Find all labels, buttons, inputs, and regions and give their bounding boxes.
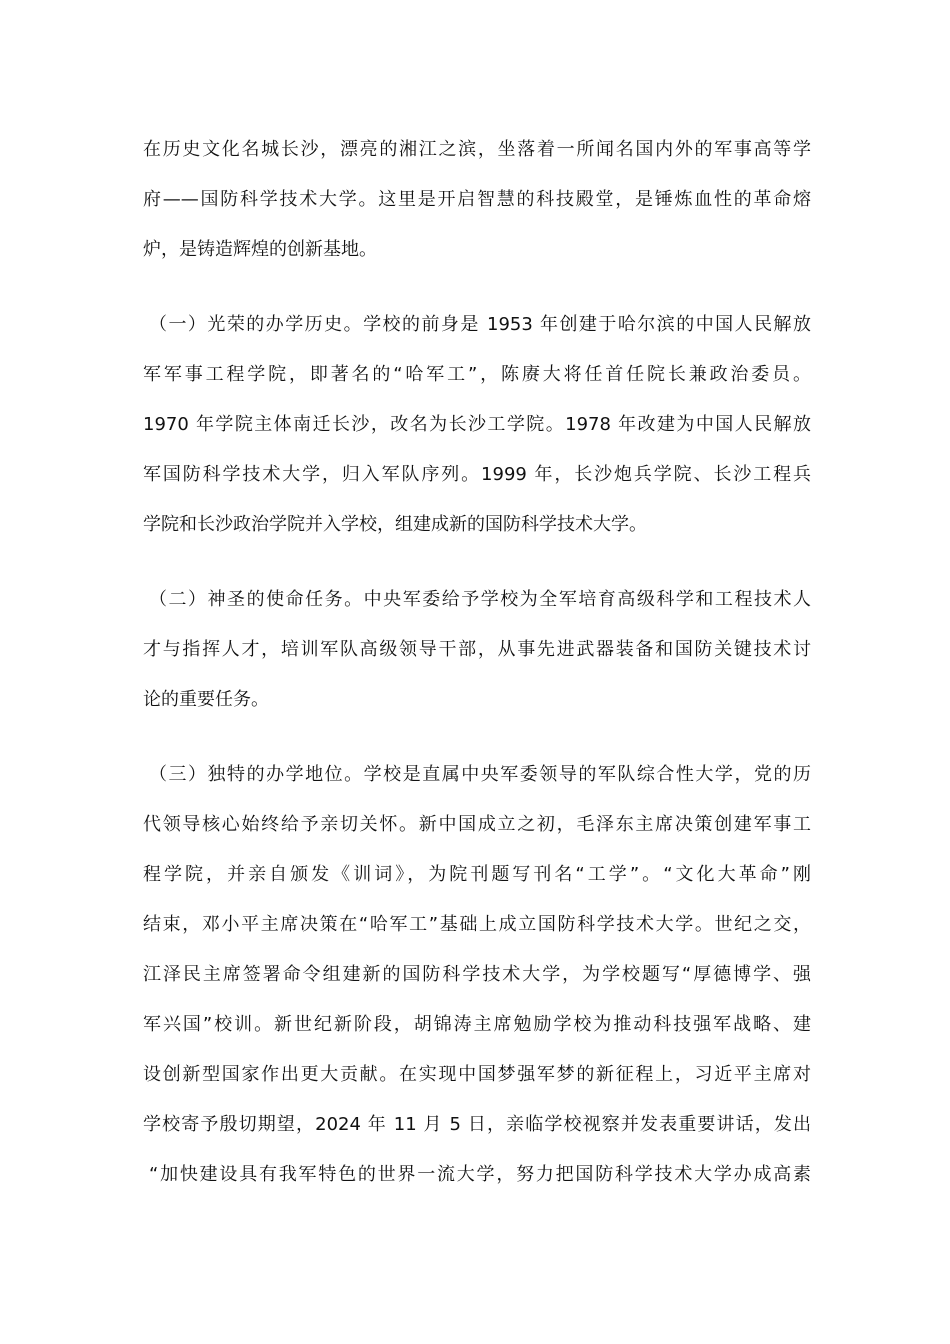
paragraph-4-line-1: （三）独特的办学地位。学校是直属中央军委领导的军队综合性大学，党的历 [149, 764, 811, 785]
paragraph-4-line-6: 军兴国”校训。新世纪新阶段，胡锦涛主席勉励学校为推动科技强军战略、建 [143, 1014, 811, 1035]
paragraph-2-line-2: 军军事工程学院，即著名的“哈军工”，陈赓大将任首任院长兼政治委员。 [143, 364, 811, 385]
paragraph-3-line-1: （二）神圣的使命任务。中央军委给予学校为全军培育高级科学和工程技术人 [149, 589, 811, 610]
paragraph-1-line-2: 府——国防科学技术大学。这里是开启智慧的科技殿堂，是锤炼血性的革命熔 [143, 189, 811, 210]
paragraph-4-line-2: 代领导核心始终给予亲切关怀。新中国成立之初，毛泽东主席决策创建军事工 [143, 814, 811, 835]
paragraph-4-line-3: 程学院，并亲自颁发《训词》，为院刊题写刊名“工学”。“文化大革命”刚 [143, 864, 811, 885]
paragraph-4-line-9: “加快建设具有我军特色的世界一流大学，努力把国防科学技术大学办成高素 [149, 1164, 811, 1185]
paragraph-1-line-1: 在历史文化名城长沙，漂亮的湘江之滨，坐落着一所闻名国内外的军事高等学 [143, 139, 811, 160]
paragraph-2-line-1: （一）光荣的办学历史。学校的前身是 1953 年创建于哈尔滨的中国人民解放 [149, 314, 811, 335]
paragraph-1-line-3: 炉，是铸造辉煌的创新基地。 [143, 239, 377, 260]
paragraph-4-line-8: 学校寄予殷切期望，2024 年 11 月 5 日，亲临学校视察并发表重要讲话，发出 [143, 1114, 811, 1135]
paragraph-4-line-4: 结束，邓小平主席决策在“哈军工”基础上成立国防科学技术大学。世纪之交， [143, 914, 811, 935]
paragraph-2-line-4: 军国防科学技术大学，归入军队序列。1999 年，长沙炮兵学院、长沙工程兵 [143, 464, 811, 485]
paragraph-3-line-2: 才与指挥人才，培训军队高级领导干部，从事先进武器装备和国防关键技术讨 [143, 639, 811, 660]
paragraph-3-line-3: 论的重要任务。 [143, 689, 269, 710]
paragraph-4-line-7: 设创新型国家作出更大贡献。在实现中国梦强军梦的新征程上，习近平主席对 [143, 1064, 811, 1085]
paragraph-4-line-5: 江泽民主席签署命令组建新的国防科学技术大学，为学校题写“厚德博学、强 [143, 964, 811, 985]
paragraph-2-line-3: 1970 年学院主体南迁长沙，改名为长沙工学院。1978 年改建为中国人民解放 [143, 414, 811, 435]
paragraph-2-line-5: 学院和长沙政治学院并入学校，组建成新的国防科学技术大学。 [143, 514, 647, 535]
